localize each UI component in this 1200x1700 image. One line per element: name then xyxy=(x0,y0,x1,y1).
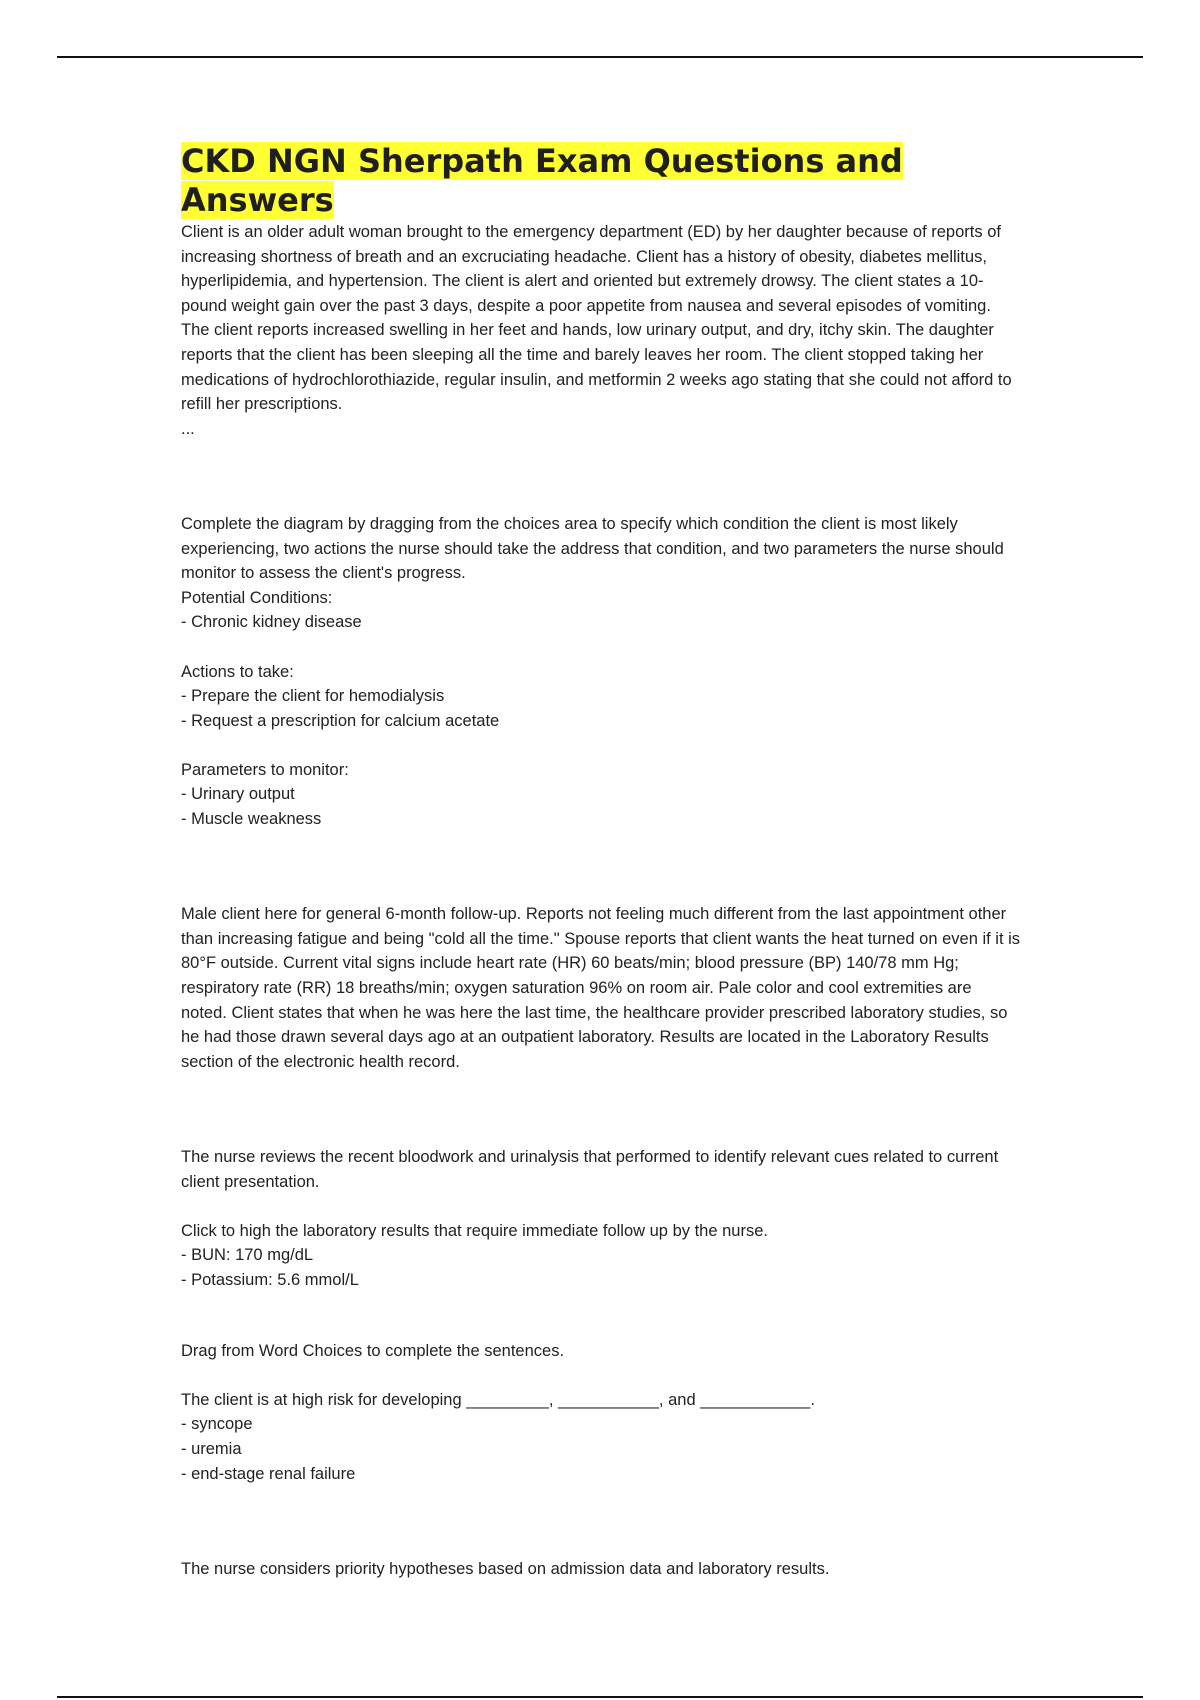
lab-item: - BUN: 170 mg/dL xyxy=(181,1246,314,1265)
footer-rule xyxy=(57,1696,1143,1698)
parameter-item: - Muscle weakness xyxy=(181,810,322,829)
word-choice: - syncope xyxy=(181,1415,253,1434)
case2-review: The nurse reviews the recent bloodwork and urinalysis that performed to identify relevant cues related to current client presentation. xyxy=(181,1148,999,1191)
lab-item: - Potassium: 5.6 mmol/L xyxy=(181,1270,359,1289)
case1-ellipsis: ... xyxy=(181,419,195,438)
parameter-item: - Urinary output xyxy=(181,785,295,804)
click-instruction: Click to high the laboratory results that require immediate follow up by the nurse. xyxy=(181,1221,768,1240)
action-item: - Prepare the client for hemodialysis xyxy=(181,687,445,706)
title-highlight: CKD NGN Sherpath Exam Questions and Answers xyxy=(181,142,903,219)
header-rule xyxy=(57,56,1143,58)
action-item: - Request a prescription for calcium acetate xyxy=(181,711,500,730)
condition-item: - Chronic kidney disease xyxy=(181,613,362,632)
case1-instruction: Complete the diagram by dragging from the choices area to specify which condition the client is most likely experiencing, two actions the nurse should take the address that condition, and two parameters the nurse should monitor to assess the client's progress. xyxy=(181,514,1004,583)
word-choice: - uremia xyxy=(181,1439,242,1458)
hypotheses-statement: The nurse considers priority hypotheses based on admission data and laboratory results. xyxy=(181,1559,830,1578)
drag-instruction: Drag from Word Choices to complete the sentences. xyxy=(181,1341,565,1360)
case2-scenario: Male client here for general 6-month follow-up. Reports not feeling much different from the last appointment other than increasing fatigue and being "cold all the time." Spouse reports that client wants the heat turned on even if it is 80°F outside. Current vital signs include heart rate (HR) 60 beats/min; blood pressure (BP) 140/78 mm Hg; respiratory rate (RR) 18 breaths/min; oxygen saturation 96% on room air. Pale color and cool extremities are noted. Client states that when he was here the last time, the healthcare provider prescribed laboratory studies, so he had those drawn several days ago at an outpatient laboratory. Results are located in the Laboratory Results section of the electronic health record. xyxy=(181,905,1021,1071)
document-body xyxy=(181,142,1021,1581)
fill-in-sentence: The client is at high risk for developing _________, ___________, and ____________. xyxy=(181,1390,815,1409)
case1-scenario: Client is an older adult woman brought to the emergency department (ED) by her daughter because of reports of increasing shortness of breath and an excruciating headache. Client has a history of obesity, diabetes mellitus, hyperlipidemia, and hypertension. The client is alert and oriented but extremely drowsy. The client states a 10-pound weight gain over the past 3 days, despite a poor appetite from nausea and several episodes of vomiting. The client reports increased swelling in her feet and hands, low urinary output, and dry, itchy skin. The daughter reports that the client has been sleeping all the time and barely leaves her room. The client stopped taking her medications of hydrochlorothiazide, regular insulin, and metformin 2 weeks ago stating that she could not afford to refill her prescriptions. xyxy=(181,223,1012,414)
actions-heading: Actions to take: xyxy=(181,662,294,681)
conditions-heading: Potential Conditions: xyxy=(181,588,333,607)
word-choice: - end-stage renal failure xyxy=(181,1464,356,1483)
parameters-heading: Parameters to monitor: xyxy=(181,760,349,779)
document-title xyxy=(181,142,1021,220)
